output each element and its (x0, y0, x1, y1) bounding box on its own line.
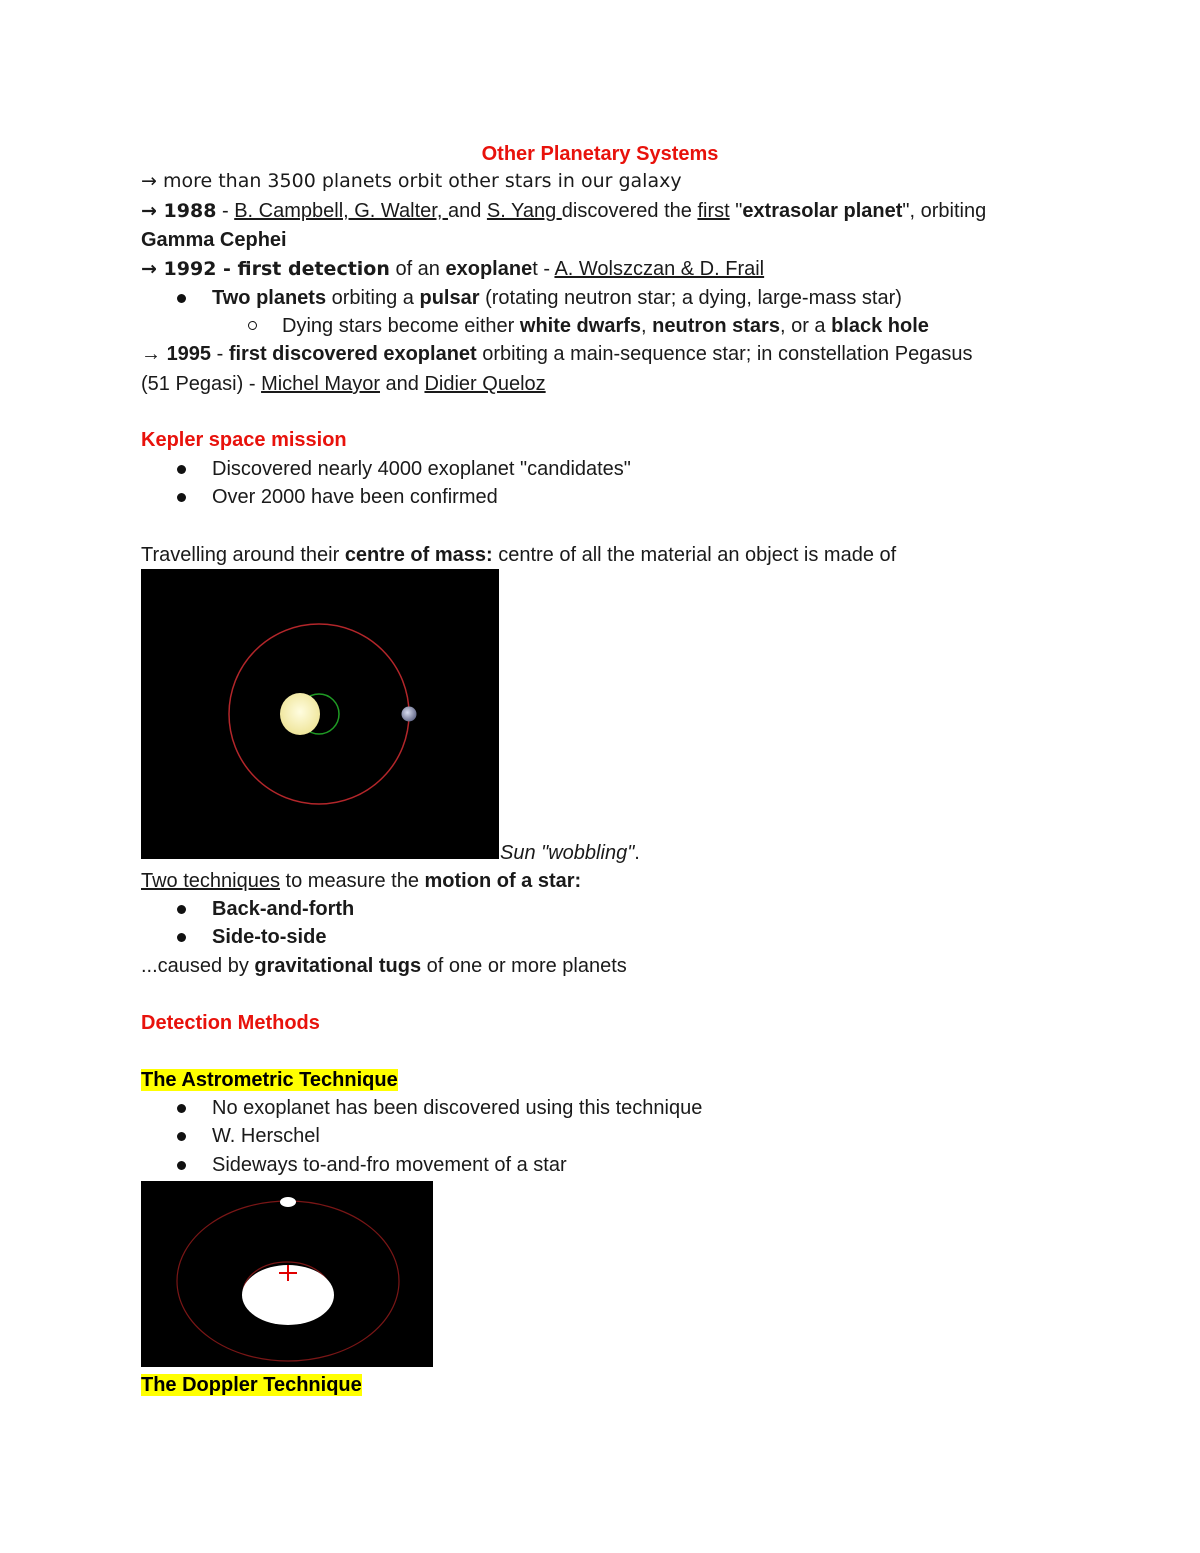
text: to measure the (279, 870, 425, 892)
quote-close: ", orbiting (902, 200, 987, 222)
planet-icon (280, 1197, 296, 1207)
bullet-dot (177, 1104, 186, 1113)
text: of an (389, 258, 446, 280)
kepler-heading: Kepler space mission (141, 429, 347, 451)
year-1995: 1995 (166, 343, 212, 365)
and-text: and (447, 200, 487, 222)
centre-of-mass-term: centre of mass: (344, 544, 493, 566)
first-discovered-exoplanet-term: first discovered exoplanet (228, 343, 477, 365)
dying-stars-bullet (282, 313, 929, 339)
bullet-dot (177, 465, 186, 474)
sub-bullet-ring (248, 321, 257, 330)
text: orbiting a (326, 287, 420, 309)
caption-text: Sun "wobbling" (500, 842, 635, 864)
bullet-dot (177, 493, 186, 502)
fact-1992 (141, 256, 764, 282)
wobble-animation-image (141, 569, 499, 859)
text: discovered the (561, 200, 698, 222)
centre-of-mass-line (141, 542, 896, 568)
astrometric-item: No exoplanet has been discovered using this technique (212, 1097, 703, 1119)
first-text: first (697, 200, 730, 222)
fact-1995-continued (141, 371, 546, 397)
extrasolar-planet-term: extrasolar planet (742, 200, 903, 222)
motion-item: Side-to-side (212, 926, 327, 948)
comma: , (641, 315, 653, 337)
astrometric-item: Sideways to-and-fro movement of a star (212, 1154, 567, 1176)
planet-icon (402, 707, 417, 722)
exoplanet-term: exoplane (445, 258, 533, 280)
arrow: → (141, 343, 167, 365)
text: of one or more planets (421, 955, 627, 977)
image-caption (500, 840, 640, 866)
astrometric-heading-line (141, 1067, 398, 1093)
text: t - (532, 258, 555, 280)
pulsar-term: pulsar (419, 287, 480, 309)
bullet-dot (177, 933, 186, 942)
year-1988: → 1988 (141, 200, 217, 222)
two-planets-term: Two planets (212, 287, 327, 309)
doppler-heading: The Doppler Technique (141, 1374, 362, 1396)
fact-planet-count: → more than 3500 planets orbit other stars in our galaxy (141, 170, 682, 192)
gravitational-tugs-term: gravitational tugs (254, 955, 422, 977)
bullet-dot (177, 294, 186, 303)
bullet-dot (177, 1161, 186, 1170)
name-mayor: Michel Mayor (261, 373, 380, 395)
astrometric-image (141, 1181, 433, 1367)
astrometric-heading: The Astrometric Technique (141, 1069, 398, 1091)
doppler-heading-line (141, 1372, 362, 1398)
black-hole-term: black hole (831, 315, 929, 337)
neutron-stars-term: neutron stars (652, 315, 780, 337)
text: (rotating neutron star; a dying, large-mass star) (479, 287, 902, 309)
astrometric-item: W. Herschel (212, 1125, 320, 1147)
caption-period: . (634, 842, 640, 864)
text: centre of all the material an object is made of (492, 544, 897, 566)
motion-of-a-star-term: motion of a star: (424, 870, 582, 892)
names-campbell-walter: B. Campbell, G. Walter, (234, 200, 448, 222)
dash: - (216, 200, 235, 222)
pulsar-bullet (212, 285, 902, 311)
quote-open: " (729, 200, 743, 222)
fact-1995 (141, 341, 973, 367)
caused-by-line (141, 953, 627, 979)
gamma-cephei: Gamma Cephei (141, 229, 287, 251)
name-queloz: Didier Queloz (424, 373, 546, 395)
text: orbiting a main-sequence star; in constellation Pegasus (476, 343, 973, 365)
bullet-dot (177, 1132, 186, 1141)
sun-icon (280, 693, 320, 735)
kepler-item: Discovered nearly 4000 exoplanet "candidates" (212, 458, 631, 480)
text: Dying stars become either (282, 315, 520, 337)
motion-item: Back-and-forth (212, 898, 355, 920)
fact-1988 (141, 198, 986, 224)
dash: - (211, 343, 229, 365)
names-wolszczan-frail: A. Wolszczan & D. Frail (554, 258, 765, 280)
two-techniques-term: Two techniques (141, 870, 280, 892)
kepler-item: Over 2000 have been confirmed (212, 486, 498, 508)
bullet-dot (177, 905, 186, 914)
name-yang: S. Yang (486, 200, 562, 222)
white-dwarfs-term: white dwarfs (519, 315, 642, 337)
year-1992: → 1992 - first detection (141, 258, 390, 280)
text: (51 Pegasi) - (141, 373, 262, 395)
two-techniques-line (141, 868, 581, 894)
detection-methods-heading: Detection Methods (141, 1012, 320, 1034)
text: Travelling around their (141, 544, 345, 566)
and-text: and (379, 373, 425, 395)
star-planet-orbit-diagram (141, 569, 499, 859)
text: , or a (779, 315, 832, 337)
text: ...caused by (141, 955, 255, 977)
page-title: Other Planetary Systems (481, 143, 719, 165)
astrometric-orbit-diagram (141, 1181, 433, 1367)
